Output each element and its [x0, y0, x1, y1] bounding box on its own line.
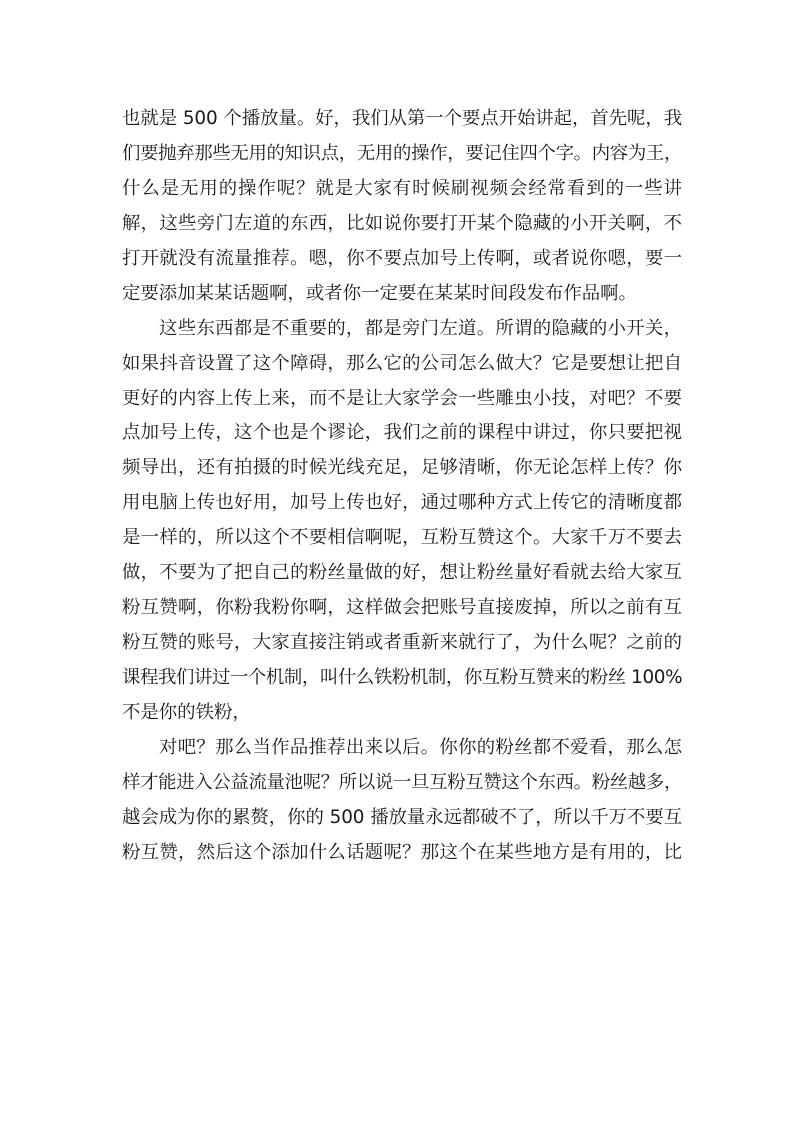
text-line: 粉互赞，然后这个添加什么话题呢？那这个在某些地方是有用的，比 [122, 841, 682, 863]
paragraph-2 [122, 312, 682, 731]
text-line: 也就是 500 个播放量。好，我们从第一个要点开始讲起，首先呢，我 [122, 108, 682, 129]
text-line: 是一样的，所以这个不要相信啊呢，互粉互赞这个。大家千万不要去 [122, 527, 682, 549]
text-line: 用电脑上传也好用，加号上传也好，通过哪种方式上传它的清晰度都 [122, 492, 682, 514]
text-line: 样才能进入公益流量池呢？所以说一旦互粉互赞这个东西。粉丝越多， [122, 771, 682, 793]
paragraph-3 [122, 731, 682, 871]
text-line: 如果抖音设置了这个障碍，那么它的公司怎么做大？它是要想让把自 [122, 352, 682, 374]
text-line: 打开就没有流量推荐。嗯，你不要点加号上传啊，或者说你嗯，要一 [122, 247, 682, 269]
text-line: 什么是无用的操作呢？就是大家有时候刷视频会经常看到的一些讲 [122, 177, 682, 199]
text-line: 对吧？那么当作品推荐出来以后。你你的粉丝都不爱看，那么怎 [159, 736, 682, 758]
text-line: 更好的内容上传上来，而不是让大家学会一些雕虫小技，对吧？不要 [122, 387, 682, 409]
text-line: 解，这些旁门左道的东西，比如说你要打开某个隐藏的小开关啊，不 [122, 212, 682, 234]
text-line: 不是你的铁粉， [122, 701, 251, 723]
text-line: 越会成为你的累赘，你的 500 播放量永远都破不了，所以千万不要互 [122, 806, 682, 828]
text-line: 这些东西都是不重要的，都是旁门左道。所谓的隐藏的小开关， [159, 317, 682, 339]
text-line: 们要抛弃那些无用的知识点，无用的操作，要记住四个字。内容为王， [122, 142, 682, 164]
body-text [122, 102, 682, 871]
text-line: 粉互赞的账号，大家直接注销或者重新来就行了，为什么呢？之前的 [122, 632, 682, 654]
text-line: 定要添加某某话题啊，或者你一定要在某某时间段发布作品啊。 [122, 282, 637, 304]
paragraph-1 [122, 102, 682, 312]
text-line: 点加号上传，这个也是个谬论，我们之前的课程中讲过，你只要把视 [122, 422, 682, 444]
text-line: 频导出，还有拍摄的时候光线充足，足够清晰，你无论怎样上传？你 [122, 457, 682, 479]
text-line: 做，不要为了把自己的粉丝量做的好，想让粉丝量好看就去给大家互 [122, 562, 682, 584]
text-line: 课程我们讲过一个机制，叫什么铁粉机制，你互粉互赞来的粉丝 100% [122, 667, 683, 688]
text-line: 粉互赞啊，你粉我粉你啊，这样做会把账号直接废掉，所以之前有互 [122, 597, 682, 619]
